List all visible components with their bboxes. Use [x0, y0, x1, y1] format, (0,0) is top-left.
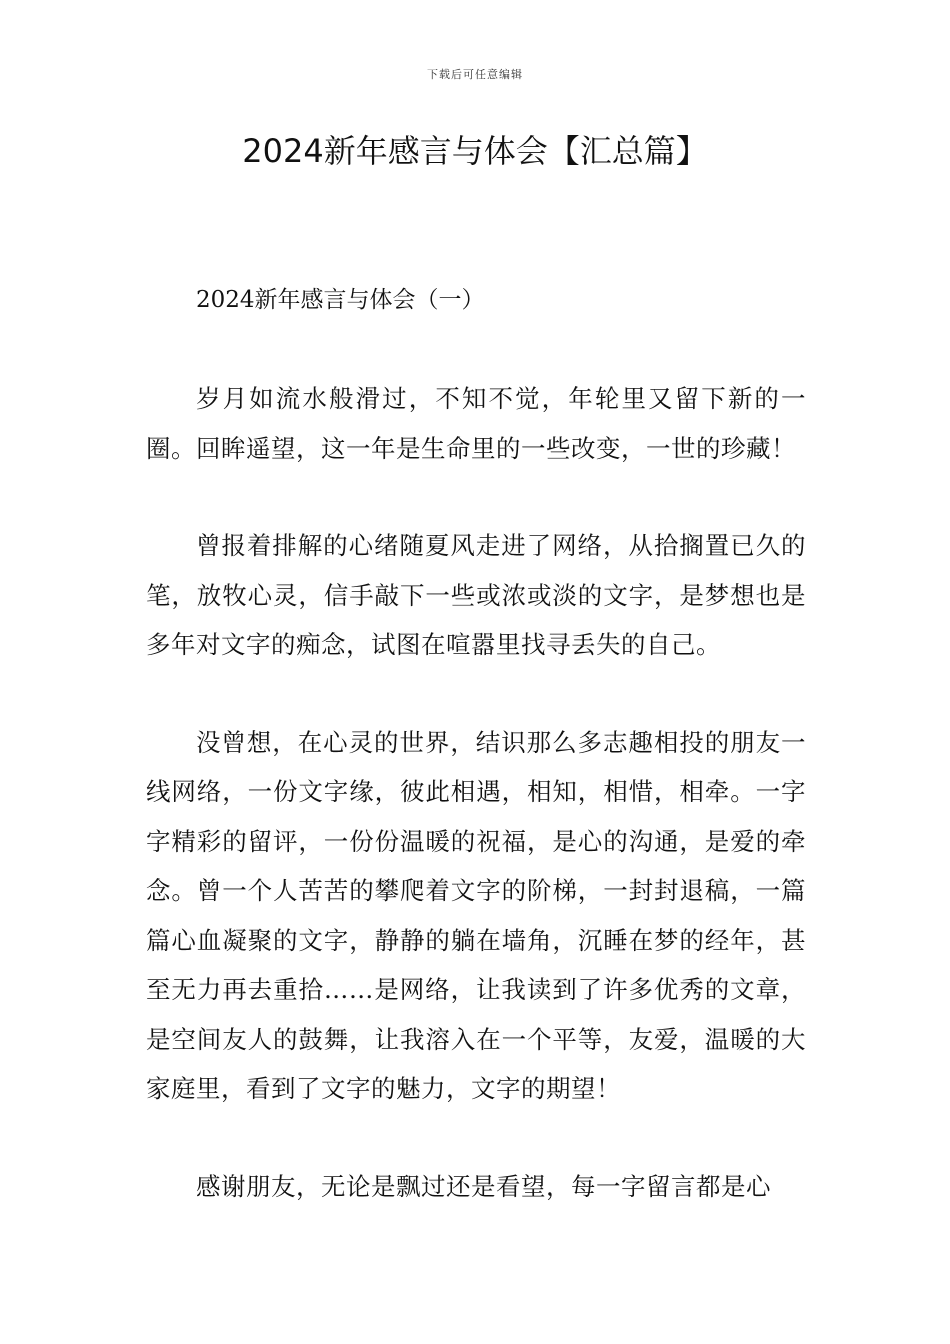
paragraph-3: 没曾想，在心灵的世界，结识那么多志趣相投的朋友一线网络，一份文字缘，彼此相遇，相知，相惜，相牵。一字字精彩的留评，一份份温暖的祝福，是心的沟通，是爱的牵念。曾一个人苦苦的攀爬着文字的阶梯，一封封退稿，一篇篇心血凝聚的文字，静静的躺在墙角，沉睡在梦的经年，甚至无力再去重拾……是网络，让我读到了许多优秀的文章，是空间友人的鼓舞，让我溶入在一个平等，友爱，温暖的大家庭里，看到了文字的魅力，文字的期望！	[146, 727, 806, 1103]
document-body	[146, 280, 806, 1259]
header-note: 下载后可任意编辑	[427, 68, 523, 81]
section-heading: 2024新年感言与体会（一）	[196, 287, 485, 313]
document-title: 2024新年感言与体会【汇总篇】	[242, 132, 708, 170]
paragraph-2: 曾报着排解的心绪随夏风走进了网络，从拾搁置已久的笔，放牧心灵，信手敲下一些或浓或淡的文字，是梦想也是多年对文字的痴念，试图在喧嚣里找寻丢失的自己。	[146, 531, 806, 659]
paragraph-1: 岁月如流水般滑过，不知不觉，年轮里又留下新的一圈。回眸遥望，这一年是生命里的一些改变，一世的珍藏！	[146, 384, 806, 463]
paragraph-4: 感谢朋友，无论是飘过还是看望，每一字留言都是心	[196, 1171, 771, 1201]
